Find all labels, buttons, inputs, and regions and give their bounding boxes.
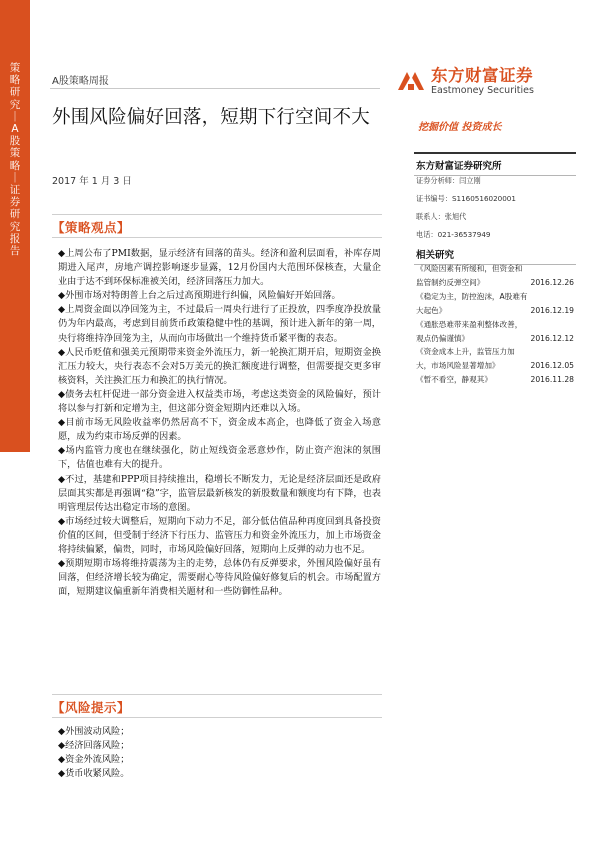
related-research-item[interactable] bbox=[416, 262, 574, 290]
risk-heading-text: 【风险提示】 bbox=[52, 700, 131, 715]
risk-section-heading bbox=[52, 694, 382, 718]
strategy-paragraph: ◆预期短期市场将维持震荡为主的走势，总体仍有反弹要求，外围风险偏好虽有回落，但经济增长较为确定，需要耐心等待风险偏好修复后的机会。市场配置方面，短期建议偏重新年消费相关题材和一些防御性品种。 bbox=[58, 558, 381, 598]
left-sidebar bbox=[0, 0, 30, 842]
risk-item: ◆货币收紧风险。 bbox=[58, 768, 130, 780]
slogan: 挖掘价值 投资成长 bbox=[418, 122, 502, 133]
strategy-paragraph: ◆场内监管力度也在继续强化，防止短线资金恶意炒作，防止资产泡沫的氛围下，估值也难有大的提升。 bbox=[58, 445, 381, 471]
related-item-date: 2016.12.19 bbox=[530, 305, 574, 315]
strategy-paragraph: ◆人民币贬值和强美元预期带来资金外流压力，新一轮换汇期开启，短期资金换汇压力较大，央行表态不会对5万美元的换汇额度进行调整，但需要提交更多审核资料，关注换汇压力和换汇的执行情况。 bbox=[58, 346, 381, 386]
related-research-item[interactable] bbox=[416, 318, 574, 346]
related-research-heading: 相关研究 bbox=[414, 244, 576, 265]
logo-name-en: Eastmoney Securities bbox=[431, 85, 534, 96]
contact-person: 联系人：张旭代 bbox=[416, 212, 467, 221]
related-research-item[interactable] bbox=[416, 345, 574, 373]
risk-item: ◆资金外流风险； bbox=[58, 754, 130, 766]
analyst-name: 证券分析师：闫立刚 bbox=[416, 176, 481, 185]
phone-number: 电话：021-36537949 bbox=[416, 230, 491, 239]
related-research-item[interactable] bbox=[416, 373, 574, 387]
report-type: A股策略周报 bbox=[52, 76, 109, 87]
related-item-date: 2016.12.26 bbox=[530, 277, 574, 287]
report-title: 外围风险偏好回落，短期下行空间不大 bbox=[52, 107, 370, 128]
related-item-date: 2016.12.05 bbox=[530, 361, 574, 371]
related-item-title[interactable]: 《暂不看空，静观其》 bbox=[416, 375, 492, 385]
related-item-date: 2016.11.28 bbox=[530, 375, 574, 385]
eastmoney-logo bbox=[395, 62, 555, 102]
strategy-paragraph: ◆市场经过较大调整后，短期向下动力不足，部分低估值品种再度回到具备投资价值的区间，但受制于经济下行压力、监管压力和资金外流压力，加上市场资金将持续偏紧，偏贵，同时，市场风险偏好回落，短期向上反弹的动力也不足。 bbox=[58, 515, 381, 555]
strategy-paragraph: ◆不过，基建和PPP项目持续推出，稳增长不断发力，无论是经济层面还是政府层面其实都是再强调“稳”字，监管层最新核发的新股数量和额度均有下降，也表明管理层传达出稳定市场的意图。 bbox=[58, 473, 381, 513]
strategy-heading-text: 【策略观点】 bbox=[52, 220, 131, 235]
related-item-date: 2016.12.12 bbox=[530, 333, 574, 343]
institute-heading: 东方财富证券研究所 bbox=[414, 152, 576, 176]
strategy-paragraph: ◆目前市场无风险收益率仍然居高不下，资金成本高企，也降低了资金入场意愿，成为约束市场反弹的因素。 bbox=[58, 417, 381, 443]
header-divider bbox=[50, 88, 380, 89]
related-research-item[interactable] bbox=[416, 290, 574, 318]
related-item-title[interactable]: 《风险因素有所缓和，但资金和监管制约反弹空间》 bbox=[416, 264, 523, 287]
related-item-title[interactable]: 《通胀恐难带来盈利整体改善，观点仍偏谨慎》 bbox=[416, 319, 523, 343]
logo-name-cn: 东方财富证券 bbox=[431, 66, 533, 85]
related-item-title[interactable]: 《资金成本上升，监管压力加大，市场风险显著增加》 bbox=[416, 347, 515, 371]
strategy-paragraph: ◆上周资金面以净回笼为主，不过最后一周央行进行了正投放，四季度净投放量仍为年内最高，考虑到目前货币政策稳健中性的基调，预计进入新年的第一周，央行将维持净回笼为主，从而向市场做出一个维持货币紧平衡的表态。 bbox=[58, 304, 381, 344]
related-research-list bbox=[416, 262, 574, 387]
risk-list bbox=[58, 725, 358, 781]
certificate-number: 证书编号：S1160516020001 bbox=[416, 194, 516, 203]
strategy-paragraph: ◆上周公布了PMI数据，显示经济有回落的苗头。经济和盈利层面看，补库存周期进入尾声，房地产调控影响逐步显露，12月份国内大范围环保核查，大量企业由于达不到环保标准被关闭，经济回落压力加大。 bbox=[58, 248, 381, 288]
institute-info bbox=[416, 172, 576, 244]
related-item-title[interactable]: 《稳定为主，防控泡沫，A股难有大起色》 bbox=[416, 291, 528, 315]
eastmoney-logo-icon bbox=[395, 64, 427, 96]
sidebar-category-label: 策略研究｜A股策略｜证券研究报告 bbox=[9, 62, 21, 258]
report-date: 2017 年 1 月 3 日 bbox=[52, 176, 132, 187]
risk-item: ◆外围波动风险； bbox=[58, 726, 130, 737]
strategy-section-heading bbox=[52, 214, 382, 238]
strategy-body bbox=[58, 247, 381, 599]
strategy-paragraph: ◆外围市场对特朗普上台之后过高预期进行纠偏，风险偏好开始回落。 bbox=[58, 290, 341, 302]
strategy-paragraph: ◆债务去杠杆促进一部分资金进入权益类市场，考虑这类资金的风险偏好，预计将以参与打新和定增为主，但这部分资金短期内还难以入场。 bbox=[58, 388, 381, 415]
risk-item: ◆经济回落风险； bbox=[58, 740, 130, 752]
